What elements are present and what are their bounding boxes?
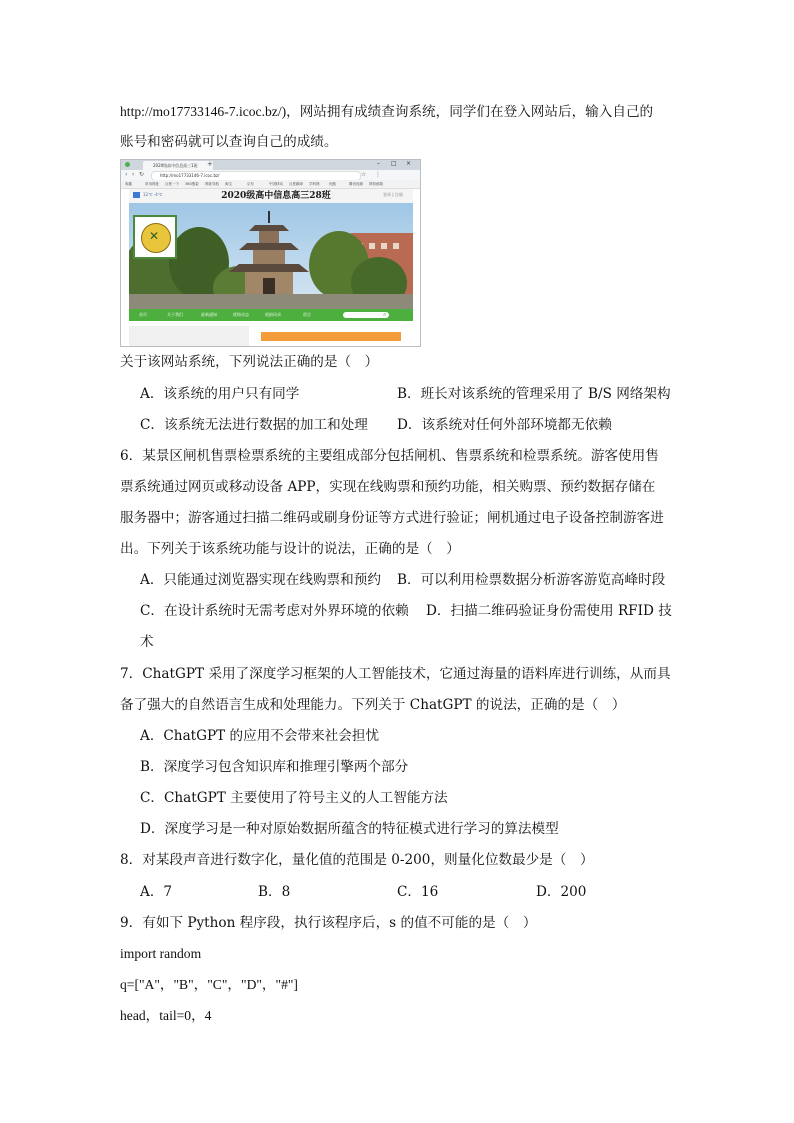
- option-c: C．ChatGPT 主要使用了符号主义的人工智能方法: [140, 790, 448, 806]
- weather-text: 12℃ -4℃: [143, 192, 163, 197]
- bookmark-item[interactable]: 腾讯视频: [349, 182, 363, 186]
- weather-icon: [133, 192, 140, 198]
- website-screenshot: [120, 159, 421, 347]
- question-text: 备了强大的自然语言生成和处理能力。下列关于 ChatGPT 的说法，正确的是（ ）: [120, 697, 626, 713]
- maximize-icon[interactable]: □: [391, 160, 397, 167]
- bookmark-item[interactable]: 学科网: [309, 182, 320, 186]
- bookmark-item[interactable]: 淘宝: [225, 182, 232, 186]
- url-input[interactable]: http://mo17733146-7.icoc.bz/: [151, 171, 361, 181]
- new-tab-icon[interactable]: +: [207, 160, 213, 168]
- orange-banner: [261, 332, 401, 341]
- option-a: A．7: [140, 884, 173, 900]
- text-line: 账号和密码就可以查询自己的成绩。: [120, 134, 338, 150]
- bookmark-item[interactable]: 收藏: [125, 182, 132, 186]
- option-d: D．该系统对任何外部环境都无依赖: [397, 417, 612, 433]
- site-nav-item[interactable]: 首页: [139, 312, 147, 317]
- question-text: 8．对某段声音进行数字化，量化值的范围是 0-200，则量化位数最少是（ ）: [120, 852, 594, 868]
- bookmark-item[interactable]: 网易邮箱: [369, 182, 383, 186]
- bookmark-item[interactable]: 网址导航: [205, 182, 219, 186]
- option-b: B．班长对该系统的管理采用了 B/S 网络架构: [397, 386, 671, 402]
- login-link[interactable]: 登录 | 注册: [383, 192, 403, 197]
- question-text: 7．ChatGPT 采用了深度学习框架的人工智能技术，它通过海量的语料库进行训练，从而具: [120, 666, 671, 682]
- question-text: 出。下列关于该系统功能与设计的说法，正确的是（ ）: [120, 541, 460, 557]
- option-c: C．16: [397, 884, 439, 900]
- site-nav-item[interactable]: 最新通知: [201, 312, 217, 317]
- text-line: http://mo17733146-7.icoc.bz/)，网站拥有成绩查询系统，同学们在登入网站后，输入自己的: [120, 104, 654, 119]
- code-line: head，tail=0，4: [120, 1008, 212, 1023]
- school-logo: [133, 215, 177, 259]
- option-d: D．扫描二维码验证身份需使用 RFID 技: [426, 603, 672, 619]
- search-icon[interactable]: ⌕: [383, 311, 387, 318]
- browser-tab[interactable]: 2020级高中信息高三1班: [143, 161, 213, 170]
- option-d: D．200: [536, 884, 587, 900]
- question-stem: 关于该网站系统，下列说法正确的是（ ）: [120, 354, 379, 370]
- site-title: 2020级高中信息高三28班: [221, 191, 331, 201]
- code-line: q=["A"，"B"，"C"，"D"，"#"]: [120, 977, 298, 992]
- question-text: 9．有如下 Python 程序段，执行该程序后，s 的值不可能的是（ ）: [120, 915, 537, 931]
- bookmark-item[interactable]: 优酷: [329, 182, 336, 186]
- option-c: C．在设计系统时无需考虑对外界环境的依赖: [140, 603, 409, 619]
- question-text: 票系统通过网页或移动设备 APP，实现在线购票和预约功能，相关购票、预约数据存储在: [120, 479, 656, 495]
- bookmark-item[interactable]: 常用网址: [145, 182, 159, 186]
- bookmark-item[interactable]: 360搜索: [185, 182, 199, 186]
- option-b: B．8: [258, 884, 291, 900]
- option-d-continued: 术: [140, 634, 154, 650]
- option-a: A．只能通过浏览器实现在线购票和预约: [140, 572, 381, 588]
- browser-logo-icon: [125, 162, 130, 167]
- option-b: B．可以利用检票数据分析游客游览高峰时段: [397, 572, 666, 588]
- back-icon[interactable]: ‹: [125, 171, 128, 178]
- minimize-icon[interactable]: –: [377, 160, 380, 167]
- site-nav-item[interactable]: 留言: [303, 312, 311, 317]
- bookmark-item[interactable]: 中国移动: [269, 182, 283, 186]
- option-b: B．深度学习包含知识库和推理引擎两个部分: [140, 759, 409, 775]
- option-d: D．深度学习是一种对原始数据所蕴含的特征模式进行学习的算法模型: [140, 821, 559, 837]
- option-a: A．该系统的用户只有同学: [140, 386, 300, 402]
- bookmark-item[interactable]: 百度翻译: [289, 182, 303, 186]
- bookmark-item[interactable]: 京东: [247, 182, 254, 186]
- bookmark-item[interactable]: 百度一下: [165, 182, 179, 186]
- tools-icon: ✕: [149, 229, 160, 243]
- refresh-icon[interactable]: ↻: [139, 171, 145, 178]
- site-nav-item[interactable]: 关于我们: [167, 312, 183, 317]
- close-icon[interactable]: ×: [406, 160, 412, 167]
- site-nav-item[interactable]: 相册风采: [265, 312, 281, 317]
- star-icon[interactable]: ☆: [361, 171, 367, 178]
- content-block: [129, 326, 249, 346]
- option-c: C．该系统无法进行数据的加工和处理: [140, 417, 368, 433]
- question-text: 6．某景区闸机售票检票系统的主要组成部分包括闸机、售票系统和检票系统。游客使用售: [120, 448, 659, 464]
- forward-icon[interactable]: ›: [132, 171, 135, 178]
- code-line: import random: [120, 946, 202, 961]
- option-a: A．ChatGPT 的应用不会带来社会担忧: [140, 728, 380, 744]
- site-nav-item[interactable]: 班级动态: [233, 312, 249, 317]
- extension-icon[interactable]: ⋮: [375, 171, 381, 178]
- question-text: 服务器中；游客通过扫描二维码或刷身份证等方式进行验证；闸机通过电子设备控制游客进: [120, 510, 664, 526]
